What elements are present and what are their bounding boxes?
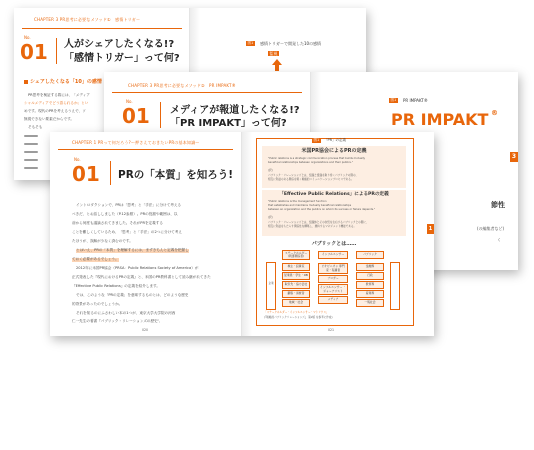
back-arrow-up-icon <box>272 59 282 71</box>
middle-header-rule <box>112 92 302 93</box>
middle-title-line2: 「PR IMPAKT」って何? <box>170 118 287 129</box>
middle-figure-num: 図1 <box>390 97 397 102</box>
front-diagram-society-col <box>390 262 400 310</box>
front-diagram-right-item: 教育界 <box>356 281 384 289</box>
back-title-line2: 「感情トリガー」って何? <box>64 53 180 64</box>
middle-big-title: PR IMPAKT <box>391 110 489 129</box>
front-diagram-stakeholder: ステークホルダー (利害関係者) <box>282 250 310 260</box>
front-page-number-left: 020 <box>142 328 149 332</box>
front-body-line: 『Effective Public Relations』の定義を紹介します。 <box>72 284 160 288</box>
back-figure-title: 感情トリガーで開発した10の感情 <box>260 41 322 46</box>
middle-registered-mark: ® <box>491 109 498 117</box>
back-number: 01 <box>20 40 48 64</box>
front-def-block-2-en: "Public relations is the management function <box>268 200 327 203</box>
front-diagram-source: (『戦略的パブリックリレーションズ』 第2版 を参考に作成) <box>264 316 333 319</box>
middle-side-snippet: (の編集者など) <box>477 226 505 231</box>
front-def-block-2-en: between an organization and the publics on whom its success or failure depends." <box>268 208 376 211</box>
front-body-line: たほうが、誤解が少なく済むのです。 <box>72 239 133 243</box>
front-diagram-influencer: インフルエンサー <box>318 251 348 259</box>
front-def-block-2-jp: パブリック・リレーションズとは、組織体とその存続を左右するパブリックとの間に、 <box>268 221 369 224</box>
front-diagram-left-item: 株主・投資家 <box>282 263 310 271</box>
front-diagram-left-item: 取引先・協力会社 <box>282 281 310 289</box>
front-body-highlight: とはいえ、PRの「本質」を理解するには、まずきちんと定義を把握し <box>76 248 189 252</box>
front-figure-title: 「PR」の定義 <box>324 138 347 142</box>
back-body-line: そもそも <box>28 125 43 129</box>
middle-chapter-header: CHAPTER 3 PR思考に必要なメソッド② PR IMPAKT® <box>128 83 236 88</box>
front-diagram-left-item: 顧客・消費者 <box>282 290 310 298</box>
back-header-rule <box>22 28 182 29</box>
back-section-bullet <box>24 80 28 84</box>
back-body-line: PR思考を検証する際には、「メディア <box>28 93 90 97</box>
front-diagram-right-item: 金融界 <box>356 263 384 271</box>
front-diagram-mid-item: ビオピニオン 専門家・有識者 <box>318 263 348 274</box>
back-body-bar <box>24 135 38 137</box>
middle-side-tab: 3 <box>511 153 517 160</box>
back-body-line: 無視できない要素だからです。 <box>24 117 74 121</box>
front-right-page <box>241 132 434 336</box>
back-body-bar <box>24 151 38 153</box>
front-number: 01 <box>72 162 100 186</box>
back-body-line: めです。現代のPRを考えるうえで、ソ <box>24 109 86 113</box>
front-side-tab: 1 <box>428 226 433 232</box>
front-body-line: 仁一先生の著書『パブリック・リレーションズの歴史', <box>72 319 160 323</box>
middle-side-snippet: 節性 <box>491 201 505 209</box>
front-title: PRの「本質」を知ろう! <box>118 169 234 181</box>
front-def-block-2 <box>262 190 406 236</box>
front-def-block-2-title: 「Effective Public Relations」によるPRの定義 <box>279 192 389 197</box>
back-figure-box <box>246 49 306 71</box>
front-def-block-1 <box>262 146 406 188</box>
front-body-line: 的背景があったのでしょうか。 <box>72 302 123 306</box>
middle-no-label: No. <box>126 99 133 104</box>
back-tab-label: 監視 <box>269 50 278 56</box>
front-body-line: イントロダクションで、PRは「思考」と「手法」に分けて考える <box>76 203 182 207</box>
front-diagram-company-label: 企業 <box>268 282 274 285</box>
back-no-label: No. <box>24 35 31 40</box>
front-header-rule <box>58 149 233 150</box>
back-chapter-header: CHAPTER 3 PR思考に必要なメソッド① 感情トリガー <box>34 17 141 22</box>
front-body-line: それを知るのにふさわしい本の1つが、東京大学大学院の河西 <box>76 311 176 315</box>
back-body-bar <box>24 167 38 169</box>
front-figure-num: 図1 <box>313 137 320 142</box>
back-figure-num: 図1 <box>247 40 254 45</box>
middle-figure-title: PR IMPAKT® <box>403 98 428 103</box>
front-body-line: ことを難しくしているため、「思考」と「手法」の2つに分けて考え <box>72 230 182 234</box>
front-def-block-1-title: 米国PR協会によるPRの定義 <box>301 148 367 154</box>
front-def-block-1-en: "Public relations is a strategic communication process that builds mutually <box>268 157 366 160</box>
front-diagram-company-col <box>266 262 276 310</box>
front-diagram-left-item: 地域・社会 <box>282 299 310 307</box>
back-section-head: シェアしたくなる「10」の感情 <box>30 79 102 85</box>
middle-number-divider <box>160 102 161 128</box>
front-diagram-title: パブリックとは…… <box>311 241 357 247</box>
back-title-line1: 人がシェアしたくなる!? <box>64 39 175 50</box>
front-def-block-2-jp-label: (訳) <box>268 216 273 219</box>
front-def-block-1-jp: パブリック・リレーションズとは、組織と組織を取り巻くパブリックの間の、 <box>268 174 359 177</box>
front-diagram-left-item: 従業員・学生・OB <box>282 272 310 280</box>
front-diagram-right-item: 産業界 <box>356 290 384 298</box>
back-body-bar <box>24 143 38 145</box>
middle-number: 01 <box>122 104 150 128</box>
front-def-block-1-jp: 相互に利益のある関係を築く戦略的コミュニケーションプロセスである。 <box>268 178 354 181</box>
front-no-label: No. <box>74 157 81 162</box>
front-left-page <box>50 132 242 336</box>
front-spread <box>50 132 434 336</box>
front-diagram-right-item: 一般社会 <box>356 299 384 307</box>
front-body-line: 前から何度も議論されてきました。それがPRを定義する <box>72 221 163 225</box>
back-body-line: シャルメディアでどう語られるか」とい <box>24 101 89 105</box>
front-diagram-caption: 「ステークホルダー・インフルエンサー・マトリクス」 <box>264 311 329 314</box>
front-body-line: 2012年に米国PR協会（PRSA：Public Relations Society of America）が <box>76 266 199 270</box>
front-page-number-right: 021 <box>328 328 335 332</box>
front-def-block-1-jp-label: (訳) <box>268 169 273 172</box>
front-def-block-2-jp: 相互に利益をもたらす関係性を構築し、維持するマネジメント機能である。 <box>268 225 357 228</box>
front-def-block-1-en: beneficial relationships between organizations and their publics." <box>268 161 353 164</box>
middle-title-line1: メディアが報道したくなる!? <box>170 105 300 116</box>
back-number-divider <box>56 38 57 64</box>
front-def-block-2-en: that establishes and maintains mutually beneficial relationships <box>268 204 352 207</box>
front-body-line: 正式発表した『現代におけるPRの定義』と、米国のPR教科書として読み継がれてきた <box>72 275 211 279</box>
back-body-bar <box>24 159 38 161</box>
front-body-highlight: ておく必要があるでしょう。 <box>72 257 119 261</box>
front-diagram-mid-item: メディア <box>318 296 348 304</box>
front-diagram-public: パブリック <box>356 251 384 259</box>
middle-side-snippet: く <box>497 237 501 242</box>
front-diagram-mid-item: インフルエンサー ・ジャーナリスト <box>318 284 348 295</box>
front-body-line: べきだ、とお話ししました（P.12参照）。PRの役割や範囲は、以 <box>72 212 178 216</box>
front-body-line: では、このような「PRの定義」を意味するものとは、どのような歴史 <box>76 293 189 297</box>
front-chapter-header: CHAPTER 1 PRって何だろう?～押さえておきたいPRの基本知識～ <box>72 140 200 145</box>
front-diagram-right-item: 行政 <box>356 272 384 280</box>
front-number-divider <box>110 161 111 185</box>
front-diagram-mid-item: ブロガー <box>318 275 348 283</box>
